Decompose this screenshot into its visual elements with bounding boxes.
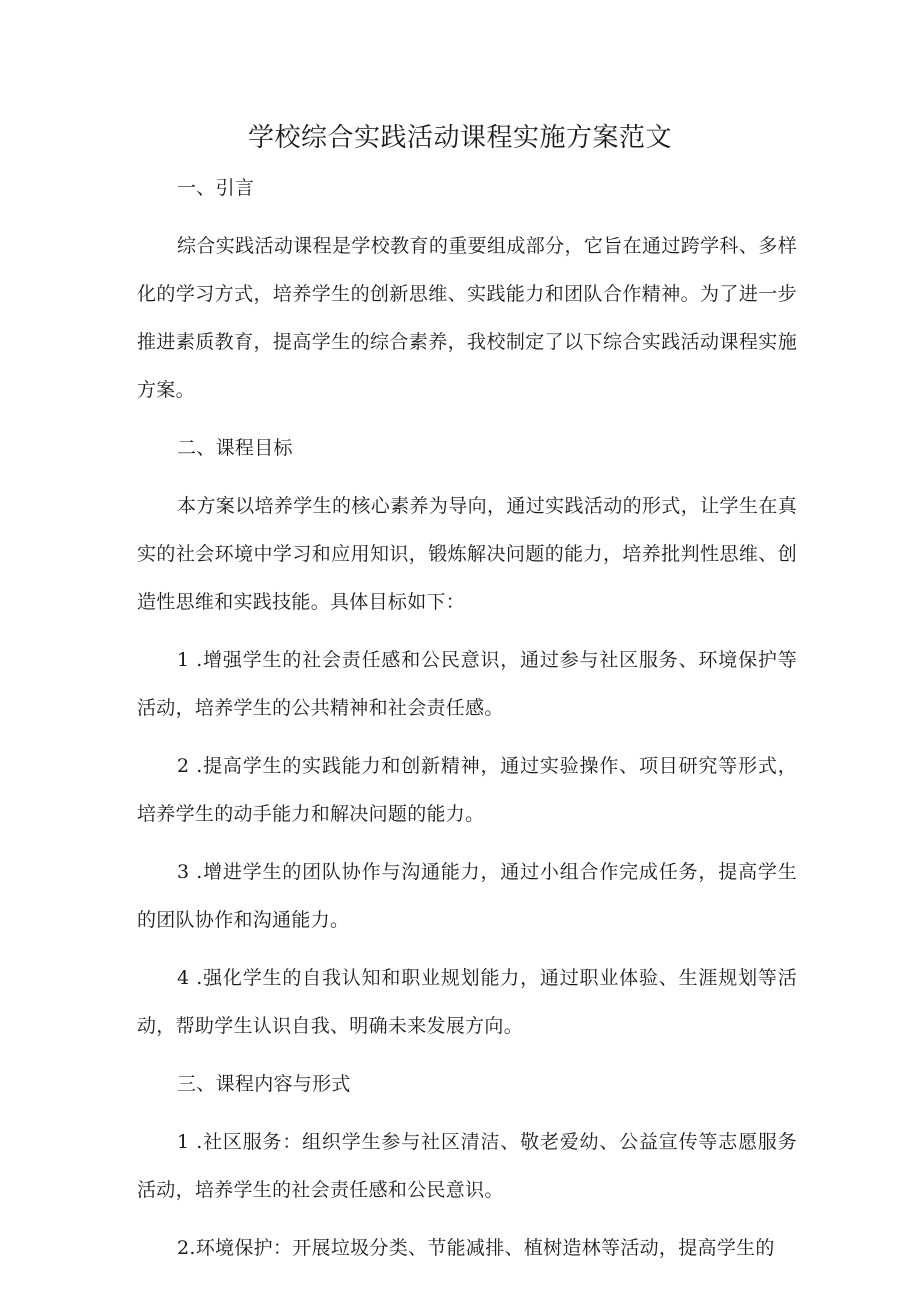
content-item: 1 .社区服务：组织学生参与社区清洁、敬老爱幼、公益宣传等志愿服务活动，培养学生的社会责任感和公民意识。	[137, 1131, 797, 1201]
content-item: 2.环境保护：开展垃圾分类、节能减排、植树造林等活动，提高学生的	[177, 1237, 775, 1259]
section-heading-intro: 一、引言	[177, 177, 255, 199]
document-body	[137, 164, 797, 1282]
intro-paragraph: 综合实践活动课程是学校教育的重要组成部分，它旨在通过跨学科、多样化的学习方式，培养学生的创新思维、实践能力和团队合作精神。为了进一步推进素质教育，提高学生的综合素养，我校制定了以下综合实践活动课程实施方案。	[137, 235, 797, 401]
goals-paragraph: 本方案以培养学生的核心素养为导向，通过实践活动的形式，让学生在真实的社会环境中学习和应用知识，锻炼解决问题的能力，培养批判性思维、创造性思维和实践技能。具体目标如下：	[137, 495, 797, 613]
goal-item: 1 .增强学生的社会责任感和公民意识，通过参与社区服务、环境保护等活动，培养学生的公共精神和社会责任感。	[137, 649, 797, 719]
goal-item: 4 .强化学生的自我认知和职业规划能力，通过职业体验、生涯规划等活动，帮助学生认识自我、明确未来发展方向。	[137, 967, 797, 1037]
section-heading-goals: 二、课程目标	[177, 437, 293, 459]
goal-item: 2 .提高学生的实践能力和创新精神，通过实验操作、项目研究等形式，培养学生的动手能力和解决问题的能力。	[137, 755, 797, 825]
document-title: 学校综合实践活动课程实施方案范文	[247, 123, 672, 153]
section-heading-content: 三、课程内容与形式	[177, 1073, 351, 1095]
goal-item: 3 .增进学生的团队协作与沟通能力，通过小组合作完成任务，提高学生的团队协作和沟通能力。	[137, 861, 797, 931]
